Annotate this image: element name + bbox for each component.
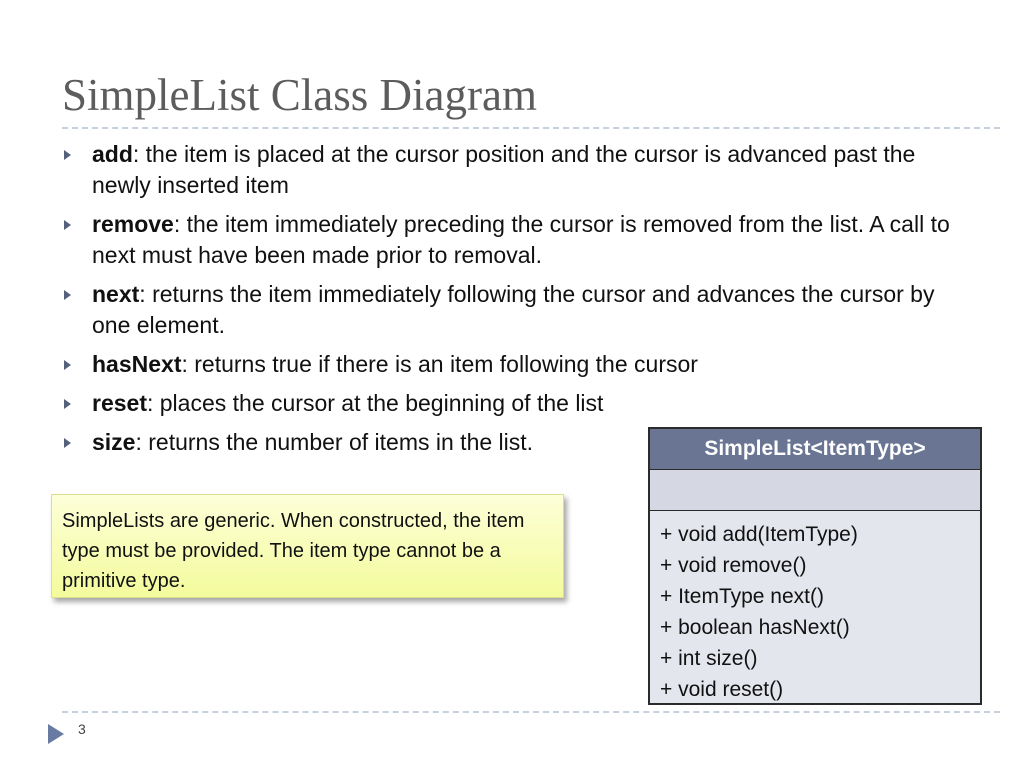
- uml-method: + void remove(): [660, 554, 807, 577]
- uml-method: + void add(ItemType): [660, 523, 858, 546]
- uml-method: + boolean hasNext(): [660, 616, 850, 639]
- bullet-arrow-icon: [64, 438, 71, 448]
- bullet-term: add: [92, 141, 133, 167]
- bullet-arrow-icon: [64, 399, 71, 409]
- bullet-term: remove: [92, 211, 174, 237]
- uml-class-box: [648, 427, 982, 705]
- bullet-term: hasNext: [92, 351, 182, 377]
- footer-arrow-icon: [48, 724, 64, 744]
- uml-method: + void reset(): [660, 678, 784, 701]
- bullet-item-add: [62, 139, 962, 201]
- bullet-description: : returns the item immediately following the cursor and advances the cursor by one element.: [92, 281, 935, 338]
- bullet-item-remove: [62, 209, 962, 271]
- bullet-term: size: [92, 429, 136, 455]
- bullet-arrow-icon: [64, 360, 71, 370]
- bullet-description: : the item immediately preceding the cursor is removed from the list. A call to next must have been made prior to removal.: [92, 211, 950, 268]
- slide-title: SimpleList Class Diagram: [62, 70, 537, 120]
- bullet-term: next: [92, 281, 140, 307]
- bullet-item-reset: [62, 388, 962, 419]
- uml-class-name: SimpleList<ItemType>: [650, 429, 980, 470]
- uml-attributes-section: [650, 470, 980, 511]
- bullet-item-next: [62, 279, 962, 341]
- bullet-description: : returns the number of items in the list.: [135, 429, 534, 455]
- title-divider: [62, 127, 1000, 129]
- bullet-description: : the item is placed at the cursor position and the cursor is advanced past the newly inserted item: [92, 141, 916, 198]
- bullet-description: : returns true if there is an item following the cursor: [181, 351, 698, 377]
- uml-method: + int size(): [660, 647, 758, 670]
- bullet-term: reset: [92, 390, 147, 416]
- bullet-arrow-icon: [64, 150, 71, 160]
- page-number: 3: [78, 721, 86, 737]
- uml-method: + ItemType next(): [660, 585, 824, 608]
- method-bullet-list: [62, 139, 962, 466]
- uml-methods-section: [650, 511, 980, 705]
- bullet-arrow-icon: [64, 220, 71, 230]
- footer-divider: [62, 711, 1000, 713]
- bullet-description: : places the cursor at the beginning of the list: [146, 390, 604, 416]
- generic-note-callout: SimpleLists are generic. When constructed, the item type must be provided. The item type cannot be a primitive type.: [51, 494, 564, 598]
- bullet-arrow-icon: [64, 290, 71, 300]
- bullet-item-hasnext: [62, 349, 962, 380]
